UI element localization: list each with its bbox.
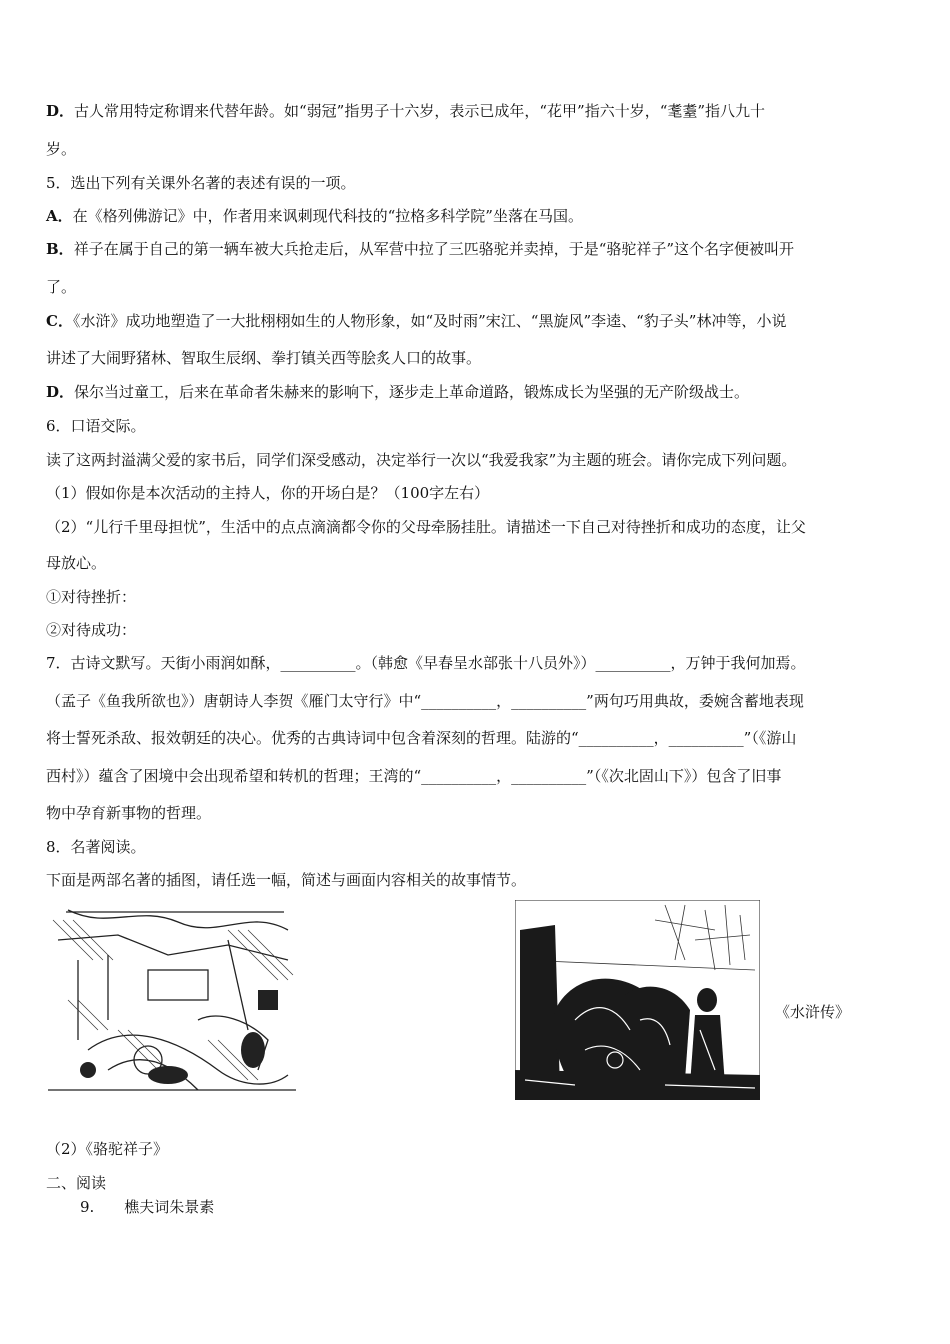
option-label: D． (46, 383, 75, 401)
option-text: 古人常用特定称谓来代替年龄。如“弱冠”指男子十六岁，表示已成年，“花甲”指六十岁，“耄耋”指八九十 (74, 102, 766, 120)
q5-option-a (46, 205, 908, 227)
q9-title: 9. 樵夫词朱景素 (80, 1198, 215, 1216)
camel-xiangzi-caption: （2）《骆驼祥子》 (46, 1140, 169, 1158)
q6-answer-success: ②对待成功： (46, 621, 137, 639)
q7-line3: 将士誓死杀敌、报效朝廷的决心。优秀的古典诗词中包含着深刻的哲理。陆游的“__________，__________”（《游山 (46, 729, 797, 747)
option-label: D． (46, 102, 75, 120)
q7-line5: 物中孕育新事物的哲理。 (46, 804, 212, 822)
q6-intro: 读了这两封溢满父爱的家书后，同学们深受感动，决定举行一次以“我爱我家”为主题的班会。请你完成下列问题。 (46, 451, 797, 469)
q7-line4: 西村》）蕴含了困境中会出现希望和转机的哲理；王湾的“__________，__________”（《次北固山下》）包含了旧事 (46, 767, 782, 785)
water-margin-caption: 《水浒传》 (775, 1003, 851, 1021)
q8-heading: 8．名著阅读。 (46, 838, 146, 856)
q5-option-c (46, 310, 908, 332)
option-text: 在《格列佛游记》中，作者用来讽刺现代科技的“拉格多科学院”坐落在马国。 (72, 207, 583, 225)
illustration-camel-xiangzi (48, 900, 296, 1100)
illustration-water-margin (515, 900, 760, 1100)
q5-option-b (46, 238, 908, 260)
q8-intro: 下面是两部名著的插图，请任选一幅，简述与画面内容相关的故事情节。 (46, 871, 527, 889)
option-label: B． (46, 240, 74, 258)
q5-option-b-cont: 了。 (46, 278, 77, 296)
illustration-sketch-left (48, 900, 296, 1100)
option-label: C． (46, 312, 73, 330)
illustration-sketch-right (515, 900, 760, 1100)
q6-part2: （2）“儿行千里母担忧”，生活中的点点滴滴都令你的父母牵肠挂肚。请描述一下自己对待挫折和成功的态度，让父 (46, 518, 806, 536)
q6-answer-setback: ①对待挫折： (46, 588, 137, 606)
section-reading-heading: 二、阅读 (46, 1174, 107, 1192)
q4-option-d (46, 100, 908, 122)
option-label: A． (46, 207, 73, 225)
option-text: 保尔当过童工，后来在革命者朱赫来的影响下，逐步走上革命道路，锻炼成长为坚强的无产阶级战士。 (74, 383, 750, 401)
q6-part2-cont: 母放心。 (46, 554, 107, 572)
q5-option-c-cont: 讲述了大闹野猪林、智取生辰纲、拳打镇关西等脍炙人口的故事。 (46, 349, 482, 367)
q6-heading: 6．口语交际。 (46, 417, 146, 435)
q6-part1: （1）假如你是本次活动的主持人，你的开场白是？（100字左右） (46, 484, 490, 502)
q7-line2: （孟子《鱼我所欲也》）唐朝诗人李贺《雁门太守行》中“__________，__________”两句巧用典故，委婉含蓄地表现 (46, 692, 804, 710)
q5-option-d (46, 381, 908, 403)
q4-option-d-cont: 岁。 (46, 140, 77, 158)
q7-line1: 7．古诗文默写。天街小雨润如酥，__________。（韩愈《早春呈水部张十八员外》）__________，万钟于我何加焉。 (46, 654, 806, 672)
option-text: 《水浒》成功地塑造了一大批栩栩如生的人物形象，如“及时雨”宋江、“黑旋风”李逵、“豹子头”林冲等，小说 (72, 312, 787, 330)
q5-heading: 5．选出下列有关课外名著的表述有误的一项。 (46, 174, 356, 192)
option-text: 祥子在属于自己的第一辆车被大兵抢走后，从军营中拉了三匹骆驼并卖掉，于是“骆驼祥子”这个名字便被叫开 (73, 240, 795, 258)
